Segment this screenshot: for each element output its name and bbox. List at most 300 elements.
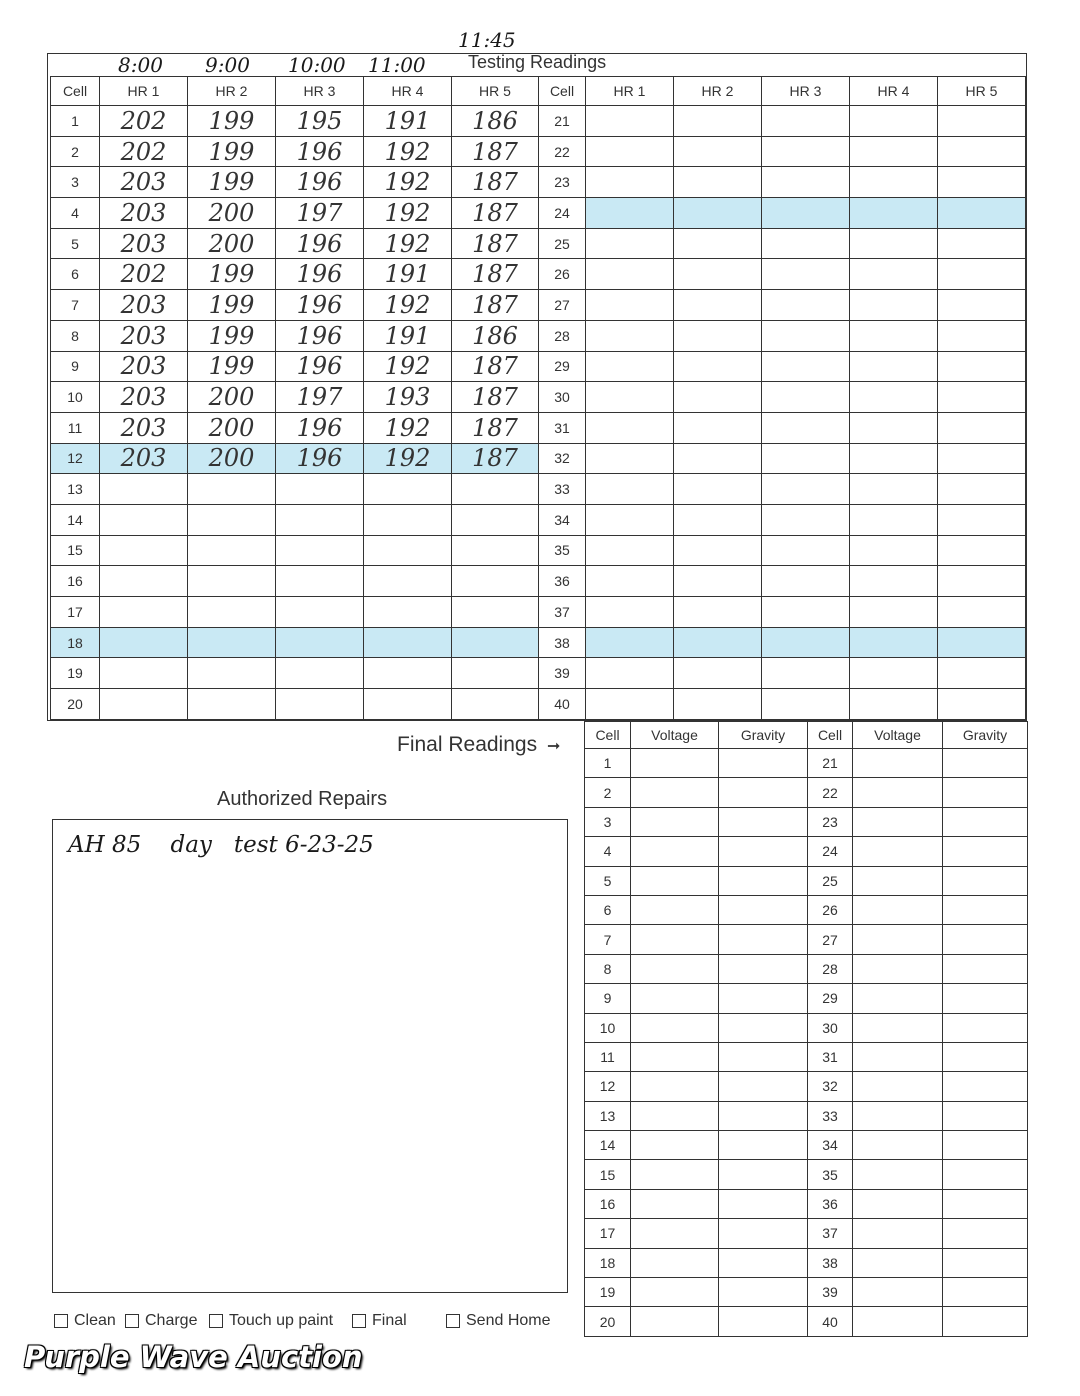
hr5-reading[interactable]: 186: [452, 320, 539, 351]
hr3-reading[interactable]: 196: [276, 290, 364, 321]
gravity-reading-right[interactable]: [943, 895, 1028, 924]
voltage-reading[interactable]: [631, 778, 719, 807]
hr5-reading-right[interactable]: [938, 106, 1026, 137]
hr2-reading[interactable]: [188, 658, 276, 689]
hr1-reading-right[interactable]: [586, 504, 674, 535]
hr4-reading[interactable]: 192: [364, 443, 452, 474]
hr5-reading-right[interactable]: [938, 351, 1026, 382]
voltage-reading-right[interactable]: [853, 837, 943, 866]
hr5-reading[interactable]: 187: [452, 167, 539, 198]
hr5-reading[interactable]: 187: [452, 351, 539, 382]
voltage-reading[interactable]: [631, 954, 719, 983]
checkbox-box[interactable]: [352, 1314, 366, 1328]
gravity-reading[interactable]: [719, 1307, 808, 1336]
checkbox-charge[interactable]: [125, 1312, 197, 1330]
hr3-reading-right[interactable]: [762, 658, 850, 689]
voltage-reading[interactable]: [631, 837, 719, 866]
hr1-reading-right[interactable]: [586, 136, 674, 167]
hr2-reading[interactable]: 200: [188, 443, 276, 474]
voltage-reading-right[interactable]: [853, 1072, 943, 1101]
hr1-reading[interactable]: [100, 658, 188, 689]
voltage-reading-right[interactable]: [853, 1042, 943, 1071]
hr5-reading[interactable]: 187: [452, 290, 539, 321]
gravity-reading-right[interactable]: [943, 984, 1028, 1013]
hr3-reading[interactable]: 195: [276, 106, 364, 137]
gravity-reading-right[interactable]: [943, 954, 1028, 983]
hr5-reading-right[interactable]: [938, 597, 1026, 628]
hr4-reading-right[interactable]: [850, 228, 938, 259]
voltage-reading[interactable]: [631, 1307, 719, 1336]
hr1-reading[interactable]: [100, 627, 188, 658]
hr2-reading-right[interactable]: [674, 259, 762, 290]
gravity-reading-right[interactable]: [943, 837, 1028, 866]
hr3-reading-right[interactable]: [762, 136, 850, 167]
hr3-reading[interactable]: 197: [276, 382, 364, 413]
hr3-reading-right[interactable]: [762, 412, 850, 443]
gravity-reading[interactable]: [719, 1219, 808, 1248]
hr1-reading-right[interactable]: [586, 320, 674, 351]
hr3-reading-right[interactable]: [762, 627, 850, 658]
gravity-reading[interactable]: [719, 1131, 808, 1160]
hr1-reading-right[interactable]: [586, 658, 674, 689]
hr4-reading[interactable]: [364, 566, 452, 597]
voltage-reading[interactable]: [631, 1160, 719, 1189]
hr4-reading-right[interactable]: [850, 198, 938, 229]
hr1-reading-right[interactable]: [586, 167, 674, 198]
hr1-reading-right[interactable]: [586, 689, 674, 720]
hr1-reading[interactable]: 203: [100, 320, 188, 351]
hr1-reading-right[interactable]: [586, 259, 674, 290]
voltage-reading-right[interactable]: [853, 895, 943, 924]
hr2-reading[interactable]: 199: [188, 167, 276, 198]
hr5-reading-right[interactable]: [938, 412, 1026, 443]
hr4-reading[interactable]: 191: [364, 259, 452, 290]
hr5-reading-right[interactable]: [938, 689, 1026, 720]
hr3-reading[interactable]: [276, 566, 364, 597]
hr5-reading-right[interactable]: [938, 259, 1026, 290]
gravity-reading[interactable]: [719, 954, 808, 983]
hr3-reading[interactable]: 196: [276, 136, 364, 167]
hr4-reading[interactable]: 191: [364, 320, 452, 351]
hr2-reading-right[interactable]: [674, 658, 762, 689]
hr2-reading[interactable]: [188, 689, 276, 720]
hr1-reading[interactable]: 202: [100, 259, 188, 290]
gravity-reading[interactable]: [719, 749, 808, 778]
voltage-reading-right[interactable]: [853, 1131, 943, 1160]
checkbox-final[interactable]: [352, 1312, 407, 1330]
checkbox-send-home[interactable]: [446, 1312, 551, 1330]
voltage-reading-right[interactable]: [853, 1160, 943, 1189]
hr5-reading-right[interactable]: [938, 320, 1026, 351]
hr2-reading[interactable]: [188, 597, 276, 628]
hr1-reading[interactable]: [100, 504, 188, 535]
hr2-reading[interactable]: [188, 504, 276, 535]
voltage-reading[interactable]: [631, 984, 719, 1013]
gravity-reading[interactable]: [719, 984, 808, 1013]
gravity-reading-right[interactable]: [943, 1131, 1028, 1160]
hr4-reading-right[interactable]: [850, 106, 938, 137]
hr1-reading[interactable]: 203: [100, 198, 188, 229]
voltage-reading-right[interactable]: [853, 1013, 943, 1042]
hr4-reading-right[interactable]: [850, 136, 938, 167]
hr4-reading-right[interactable]: [850, 320, 938, 351]
gravity-reading-right[interactable]: [943, 1013, 1028, 1042]
hr5-reading-right[interactable]: [938, 382, 1026, 413]
voltage-reading[interactable]: [631, 1278, 719, 1307]
gravity-reading[interactable]: [719, 837, 808, 866]
hr2-reading-right[interactable]: [674, 290, 762, 321]
hr2-reading-right[interactable]: [674, 167, 762, 198]
hr2-reading-right[interactable]: [674, 689, 762, 720]
hr3-reading-right[interactable]: [762, 198, 850, 229]
hr3-reading-right[interactable]: [762, 320, 850, 351]
hr3-reading-right[interactable]: [762, 228, 850, 259]
gravity-reading-right[interactable]: [943, 807, 1028, 836]
hr1-reading[interactable]: 203: [100, 412, 188, 443]
voltage-reading[interactable]: [631, 925, 719, 954]
hr3-reading-right[interactable]: [762, 689, 850, 720]
hr3-reading[interactable]: [276, 597, 364, 628]
gravity-reading-right[interactable]: [943, 1042, 1028, 1071]
hr4-reading-right[interactable]: [850, 474, 938, 505]
hr5-reading-right[interactable]: [938, 290, 1026, 321]
gravity-reading-right[interactable]: [943, 1307, 1028, 1336]
hr2-reading[interactable]: 200: [188, 228, 276, 259]
voltage-reading-right[interactable]: [853, 807, 943, 836]
gravity-reading[interactable]: [719, 1072, 808, 1101]
hr1-reading[interactable]: 202: [100, 136, 188, 167]
header-hr5-right: HR 5: [938, 77, 1026, 106]
hr2-reading-right[interactable]: [674, 566, 762, 597]
voltage-reading-right[interactable]: [853, 1189, 943, 1218]
hr2-reading-right[interactable]: [674, 320, 762, 351]
voltage-reading-right[interactable]: [853, 1248, 943, 1277]
hr5-reading[interactable]: 187: [452, 136, 539, 167]
hr5-reading-right[interactable]: [938, 566, 1026, 597]
hr5-reading-right[interactable]: [938, 228, 1026, 259]
gravity-reading-right[interactable]: [943, 749, 1028, 778]
cell-number-right: 38: [539, 627, 586, 658]
voltage-reading[interactable]: [631, 1042, 719, 1071]
hr2-reading-right[interactable]: [674, 228, 762, 259]
hr2-reading-right[interactable]: [674, 443, 762, 474]
hr4-reading[interactable]: 191: [364, 106, 452, 137]
gravity-reading-right[interactable]: [943, 1278, 1028, 1307]
hr4-reading[interactable]: 192: [364, 412, 452, 443]
hr5-reading[interactable]: 187: [452, 259, 539, 290]
hr2-reading-right[interactable]: [674, 106, 762, 137]
hr1-reading-right[interactable]: [586, 382, 674, 413]
hr3-reading-right[interactable]: [762, 443, 850, 474]
hr2-reading[interactable]: [188, 535, 276, 566]
hr3-reading-right[interactable]: [762, 535, 850, 566]
hr3-reading-right[interactable]: [762, 167, 850, 198]
testing-readings-title: Testing Readings: [468, 52, 607, 72]
gravity-reading[interactable]: [719, 866, 808, 895]
cell-number: 1: [51, 106, 100, 137]
checkbox-box[interactable]: [54, 1314, 68, 1328]
hr3-reading[interactable]: [276, 535, 364, 566]
hr3-reading-right[interactable]: [762, 504, 850, 535]
hr2-reading[interactable]: 199: [188, 290, 276, 321]
authorized-repairs-box[interactable]: [52, 819, 568, 1293]
hr3-reading[interactable]: 196: [276, 259, 364, 290]
hr5-reading-right[interactable]: [938, 136, 1026, 167]
hr2-reading[interactable]: [188, 627, 276, 658]
hr3-reading-right[interactable]: [762, 259, 850, 290]
hr2-reading-right[interactable]: [674, 627, 762, 658]
voltage-reading[interactable]: [631, 866, 719, 895]
gravity-reading[interactable]: [719, 1248, 808, 1277]
hr4-reading[interactable]: [364, 597, 452, 628]
hr2-reading[interactable]: 199: [188, 320, 276, 351]
hr3-reading[interactable]: [276, 689, 364, 720]
hr5-reading-right[interactable]: [938, 535, 1026, 566]
gravity-reading-right[interactable]: [943, 1072, 1028, 1101]
checkbox-touch-up-paint[interactable]: [209, 1312, 333, 1330]
voltage-reading[interactable]: [631, 1131, 719, 1160]
hr5-reading[interactable]: [452, 658, 539, 689]
voltage-reading-right[interactable]: [853, 1101, 943, 1130]
hr3-reading-right[interactable]: [762, 382, 850, 413]
voltage-reading-right[interactable]: [853, 1219, 943, 1248]
hr4-reading-right[interactable]: [850, 351, 938, 382]
gravity-reading-right[interactable]: [943, 1248, 1028, 1277]
hr4-reading[interactable]: 192: [364, 228, 452, 259]
voltage-reading[interactable]: [631, 895, 719, 924]
hr3-reading[interactable]: [276, 474, 364, 505]
hr1-reading-right[interactable]: [586, 106, 674, 137]
voltage-reading-right[interactable]: [853, 866, 943, 895]
hr4-reading[interactable]: [364, 658, 452, 689]
hr3-reading[interactable]: 196: [276, 412, 364, 443]
hr4-reading[interactable]: [364, 504, 452, 535]
hr2-reading[interactable]: 199: [188, 106, 276, 137]
hr5-reading[interactable]: [452, 504, 539, 535]
voltage-reading[interactable]: [631, 807, 719, 836]
hr2-reading[interactable]: 199: [188, 351, 276, 382]
hr2-reading-right[interactable]: [674, 412, 762, 443]
hr2-reading[interactable]: 199: [188, 259, 276, 290]
hr1-reading[interactable]: 203: [100, 443, 188, 474]
hr1-reading-right[interactable]: [586, 228, 674, 259]
voltage-reading-right[interactable]: [853, 954, 943, 983]
hr5-reading[interactable]: [452, 474, 539, 505]
gravity-reading[interactable]: [719, 778, 808, 807]
hr3-reading[interactable]: 196: [276, 443, 364, 474]
gravity-reading[interactable]: [719, 1189, 808, 1218]
hr4-reading-right[interactable]: [850, 597, 938, 628]
hr5-reading[interactable]: 187: [452, 198, 539, 229]
hr1-reading[interactable]: 203: [100, 167, 188, 198]
hr4-reading[interactable]: 192: [364, 167, 452, 198]
voltage-reading[interactable]: [631, 1013, 719, 1042]
hr1-reading[interactable]: 203: [100, 228, 188, 259]
gravity-reading-right[interactable]: [943, 866, 1028, 895]
hr2-reading-right[interactable]: [674, 136, 762, 167]
voltage-reading[interactable]: [631, 749, 719, 778]
hr4-reading-right[interactable]: [850, 535, 938, 566]
hr1-reading[interactable]: [100, 474, 188, 505]
hr5-reading-right[interactable]: [938, 443, 1026, 474]
gravity-reading-right[interactable]: [943, 925, 1028, 954]
hr4-reading-right[interactable]: [850, 382, 938, 413]
gravity-reading[interactable]: [719, 1101, 808, 1130]
hr3-reading-right[interactable]: [762, 106, 850, 137]
gravity-reading-right[interactable]: [943, 1219, 1028, 1248]
gravity-reading-right[interactable]: [943, 778, 1028, 807]
hr4-reading[interactable]: [364, 474, 452, 505]
final-cell-number-right: 31: [808, 1042, 853, 1071]
hr2-reading-right[interactable]: [674, 351, 762, 382]
hr2-reading-right[interactable]: [674, 535, 762, 566]
hr5-reading[interactable]: [452, 627, 539, 658]
hr5-reading[interactable]: 187: [452, 382, 539, 413]
hr3-reading[interactable]: 197: [276, 198, 364, 229]
hr1-reading-right[interactable]: [586, 474, 674, 505]
hr2-reading[interactable]: 200: [188, 412, 276, 443]
hr4-reading[interactable]: 192: [364, 136, 452, 167]
hr3-reading[interactable]: [276, 504, 364, 535]
hr1-reading-right[interactable]: [586, 443, 674, 474]
hr1-reading[interactable]: [100, 597, 188, 628]
gravity-reading[interactable]: [719, 1042, 808, 1071]
final-cell-number: 2: [585, 778, 631, 807]
checkbox-clean[interactable]: [54, 1312, 116, 1330]
voltage-reading[interactable]: [631, 1072, 719, 1101]
final-header-gravity: Gravity: [719, 722, 808, 749]
hr2-reading[interactable]: [188, 566, 276, 597]
hr4-reading[interactable]: 192: [364, 351, 452, 382]
checkbox-box[interactable]: [125, 1314, 139, 1328]
hr1-reading-right[interactable]: [586, 566, 674, 597]
gravity-reading[interactable]: [719, 807, 808, 836]
hr1-reading[interactable]: [100, 535, 188, 566]
hr1-reading-right[interactable]: [586, 198, 674, 229]
hr3-reading[interactable]: 196: [276, 228, 364, 259]
hr4-reading-right[interactable]: [850, 658, 938, 689]
hr2-reading-right[interactable]: [674, 504, 762, 535]
hr2-reading[interactable]: 199: [188, 136, 276, 167]
hr2-reading-right[interactable]: [674, 382, 762, 413]
hr3-reading-right[interactable]: [762, 566, 850, 597]
hr2-reading-right[interactable]: [674, 198, 762, 229]
gravity-reading-right[interactable]: [943, 1189, 1028, 1218]
hr5-reading-right[interactable]: [938, 167, 1026, 198]
voltage-reading-right[interactable]: [853, 1307, 943, 1336]
voltage-reading[interactable]: [631, 1101, 719, 1130]
hr3-reading[interactable]: 196: [276, 167, 364, 198]
hr1-reading[interactable]: 203: [100, 382, 188, 413]
hr1-reading-right[interactable]: [586, 290, 674, 321]
hr2-reading[interactable]: 200: [188, 382, 276, 413]
gravity-reading-right[interactable]: [943, 1160, 1028, 1189]
hr4-reading-right[interactable]: [850, 627, 938, 658]
hr1-reading-right[interactable]: [586, 351, 674, 382]
hr1-reading[interactable]: 203: [100, 290, 188, 321]
hr5-reading[interactable]: [452, 689, 539, 720]
hr4-reading-right[interactable]: [850, 290, 938, 321]
voltage-reading[interactable]: [631, 1219, 719, 1248]
hr5-reading[interactable]: [452, 597, 539, 628]
hr1-reading[interactable]: 202: [100, 106, 188, 137]
cell-number-right: 23: [539, 167, 586, 198]
hr3-reading[interactable]: [276, 658, 364, 689]
gravity-reading[interactable]: [719, 1013, 808, 1042]
voltage-reading[interactable]: [631, 1248, 719, 1277]
hr4-reading[interactable]: [364, 627, 452, 658]
hr5-reading[interactable]: 187: [452, 443, 539, 474]
hr5-reading[interactable]: [452, 566, 539, 597]
checkbox-box[interactable]: [446, 1314, 460, 1328]
hr4-reading[interactable]: 192: [364, 290, 452, 321]
hr3-reading-right[interactable]: [762, 290, 850, 321]
hr4-reading-right[interactable]: [850, 566, 938, 597]
gravity-reading[interactable]: [719, 925, 808, 954]
hr3-reading[interactable]: 196: [276, 351, 364, 382]
hr3-reading-right[interactable]: [762, 351, 850, 382]
hr4-reading-right[interactable]: [850, 259, 938, 290]
hr1-reading[interactable]: [100, 566, 188, 597]
gravity-reading[interactable]: [719, 895, 808, 924]
hr2-reading[interactable]: [188, 474, 276, 505]
hr4-reading[interactable]: [364, 535, 452, 566]
hr4-reading[interactable]: 193: [364, 382, 452, 413]
hr5-reading[interactable]: [452, 535, 539, 566]
hr5-reading[interactable]: 187: [452, 412, 539, 443]
hr3-reading[interactable]: [276, 627, 364, 658]
hr1-reading-right[interactable]: [586, 412, 674, 443]
hr4-reading[interactable]: 192: [364, 198, 452, 229]
hr1-reading[interactable]: 203: [100, 351, 188, 382]
hr2-reading[interactable]: 200: [188, 198, 276, 229]
hr3-reading-right[interactable]: [762, 597, 850, 628]
voltage-reading-right[interactable]: [853, 778, 943, 807]
hr4-reading-right[interactable]: [850, 412, 938, 443]
hr5-reading-right[interactable]: [938, 504, 1026, 535]
voltage-reading-right[interactable]: [853, 925, 943, 954]
hr2-reading-right[interactable]: [674, 597, 762, 628]
hr4-reading-right[interactable]: [850, 689, 938, 720]
hr5-reading-right[interactable]: [938, 198, 1026, 229]
hr1-reading-right[interactable]: [586, 597, 674, 628]
hr5-reading[interactable]: 186: [452, 106, 539, 137]
hr4-reading[interactable]: [364, 689, 452, 720]
hr2-reading-right[interactable]: [674, 474, 762, 505]
hr1-reading[interactable]: [100, 689, 188, 720]
hr5-reading-right[interactable]: [938, 627, 1026, 658]
gravity-reading[interactable]: [719, 1278, 808, 1307]
hr3-reading-right[interactable]: [762, 474, 850, 505]
hr4-reading-right[interactable]: [850, 443, 938, 474]
hr1-reading-right[interactable]: [586, 627, 674, 658]
final-row: [585, 1307, 1028, 1336]
voltage-reading-right[interactable]: [853, 749, 943, 778]
checkbox-box[interactable]: [209, 1314, 223, 1328]
gravity-reading-right[interactable]: [943, 1101, 1028, 1130]
voltage-reading[interactable]: [631, 1189, 719, 1218]
hr5-reading-right[interactable]: [938, 658, 1026, 689]
hr4-reading-right[interactable]: [850, 504, 938, 535]
hr5-reading-right[interactable]: [938, 474, 1026, 505]
hr5-reading[interactable]: 187: [452, 228, 539, 259]
hr4-reading-right[interactable]: [850, 167, 938, 198]
voltage-reading-right[interactable]: [853, 984, 943, 1013]
voltage-reading-right[interactable]: [853, 1278, 943, 1307]
gravity-reading[interactable]: [719, 1160, 808, 1189]
hr3-reading[interactable]: 196: [276, 320, 364, 351]
hr1-reading-right[interactable]: [586, 535, 674, 566]
